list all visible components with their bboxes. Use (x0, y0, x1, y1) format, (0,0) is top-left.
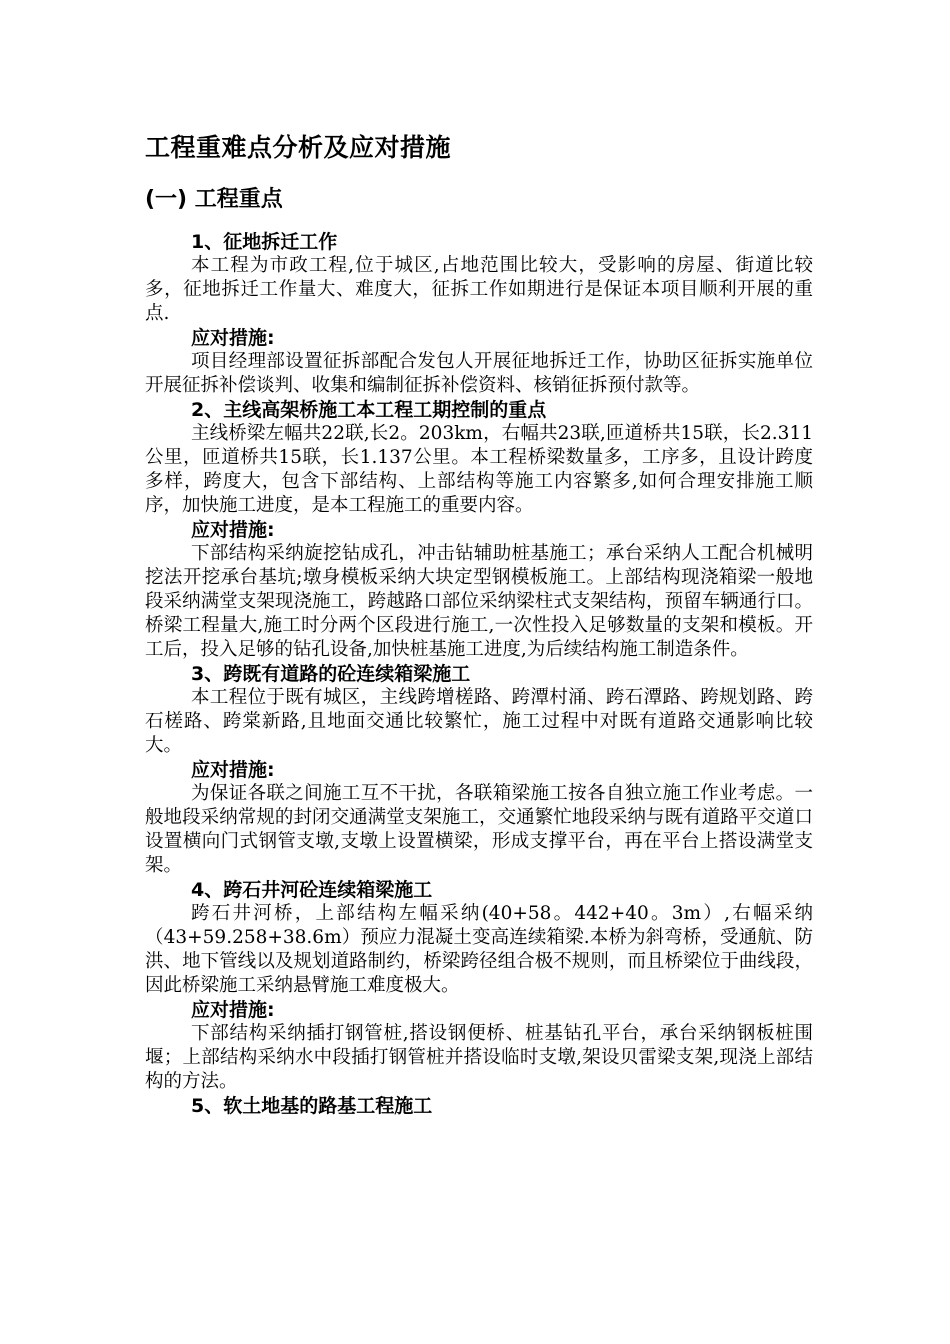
measure-body: 为保证各联之间施工互不干扰，各联箱梁施工按各自独立施工作业考虑。一般地段采纳常规的封闭交通满堂支架施工，交通繁忙地段采纳与既有道路平交道口设置横向门式钢管支墩,支墩上设置横梁，形成支撑平台，再在平台上搭设满堂支架。 (145, 783, 813, 876)
item-body: 本工程为市政工程,位于城区,占地范围比较大，受影响的房屋、街道比较多，征地拆迁工作量大、难度大，征拆工作如期进行是保证本项目顺利开展的重点. (145, 255, 813, 324)
item-mainline-viaduct (145, 398, 813, 662)
measure-label: 应对措施: (191, 999, 275, 1021)
item-land-acquisition (145, 230, 813, 398)
measure-body: 项目经理部设置征拆部配合发包人开展征地拆迁工作，协助区征拆实施单位开展征拆补偿谈判、收集和编制征拆补偿资料、核销征拆预付款等。 (145, 351, 813, 396)
item-heading: 5、软土地基的路基工程施工 (191, 1095, 433, 1117)
measure-label: 应对措施: (191, 759, 275, 781)
item-heading: 3、跨既有道路的砼连续箱梁施工 (191, 663, 471, 685)
item-body: 本工程位于既有城区，主线跨增槎路、跨潭村涌、跨石潭路、跨规划路、跨石槎路、跨棠新路,且地面交通比较繁忙，施工过程中对既有道路交通影响比较大。 (145, 687, 813, 756)
measure-body: 下部结构采纳旋挖钻成孔，冲击钻辅助桩基施工；承台采纳人工配合机械明挖法开挖承台基坑;墩身模板采纳大块定型钢模板施工。上部结构现浇箱梁一般地段采纳满堂支架现浇施工，跨越路口部位采纳梁柱式支架结构，预留车辆通行口。桥梁工程量大,施工时分两个区段进行施工,一次性投入足够数量的支架和模板。开工后，投入足够的钻孔设备,加快桩基施工进度,为后续结构施工制造条件。 (145, 543, 813, 660)
item-road-crossing-box-girder (145, 662, 813, 878)
item-heading: 4、跨石井河砼连续箱梁施工 (191, 879, 433, 901)
section-heading: (一) 工程重点 (145, 187, 283, 212)
item-body: 跨石井河桥，上部结构左幅采纳(40+58。442+40。3m）,右幅采纳（43+59.258+38.6m）预应力混凝土变高连续箱梁.本桥为斜弯桥，受通航、防洪、地下管线以及规划道路制约，桥梁跨径组合极不规则，而且桥梁位于曲线段，因此桥梁施工采纳悬臂施工难度极大。 (145, 903, 813, 996)
measure-label: 应对措施: (191, 327, 275, 349)
measure-label: 应对措施: (191, 519, 275, 541)
item-soft-soil-subgrade (145, 1094, 813, 1118)
item-heading: 1、征地拆迁工作 (191, 231, 338, 253)
document-page (145, 128, 813, 1118)
item-heading: 2、主线高架桥施工本工程工期控制的重点 (191, 399, 547, 421)
measure-body: 下部结构采纳插打钢管桩,搭设钢便桥、桩基钻孔平台，承台采纳钢板桩围堰；上部结构采纳水中段插打钢管桩并搭设临时支墩,架设贝雷梁支架,现浇上部结构的方法。 (145, 1023, 813, 1092)
item-body: 主线桥梁左幅共22联,长2。203km，右幅共23联,匝道桥共15联，长2.311公里，匝道桥共15联，长1.137公里。本工程桥梁数量多，工序多，且设计跨度多样，跨度大，包含下部结构、上部结构等施工内容繁多,如何合理安排施工顺序，加快施工进度，是本工程施工的重要内容。 (145, 423, 813, 516)
document-title: 工程重难点分析及应对措施 (145, 133, 452, 162)
item-river-crossing-box-girder (145, 878, 813, 1094)
